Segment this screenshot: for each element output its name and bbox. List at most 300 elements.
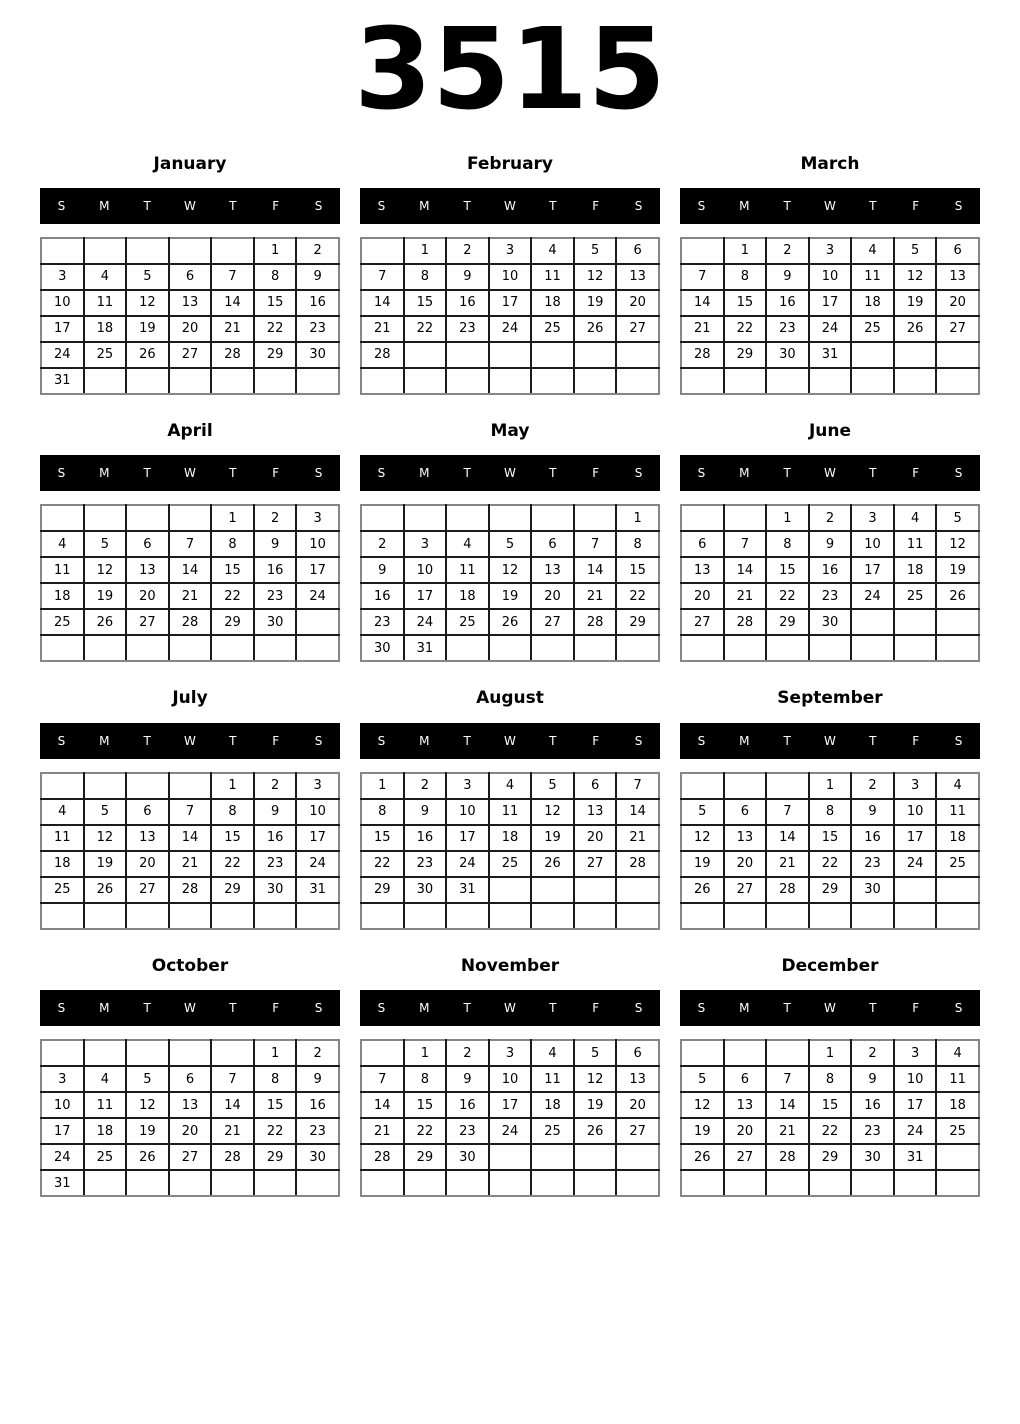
day-cell: 3 [446,773,489,799]
day-cell: 21 [681,316,724,342]
day-cell: 25 [894,583,937,609]
day-cell [126,368,169,394]
day-cell: 27 [574,851,617,877]
day-cell: 19 [489,583,532,609]
day-cell: 9 [296,1066,339,1092]
year-title: 3515 [354,5,666,135]
day-cell: 11 [936,799,979,825]
day-cell: 9 [404,799,447,825]
day-cell: 14 [211,1092,254,1118]
day-cell: 4 [446,531,489,557]
month-title: April [167,420,213,441]
weekday-header-row [680,455,980,491]
week-row [361,238,659,264]
weekday-label: S [57,466,66,481]
day-cell [936,1170,979,1196]
day-cell: 12 [84,557,127,583]
day-cell: 10 [296,799,339,825]
day-cell: 30 [809,609,852,635]
day-cell [809,903,852,929]
day-cell: 22 [766,583,809,609]
month-title: March [800,153,860,174]
day-cell: 3 [489,1040,532,1066]
day-cell [936,368,979,394]
day-cell: 21 [766,851,809,877]
day-cell [681,1170,724,1196]
day-cell: 18 [894,557,937,583]
day-cell: 14 [361,1092,404,1118]
day-cell: 25 [446,609,489,635]
weekday-label: W [504,466,516,481]
week-row [361,1066,659,1092]
day-cell: 7 [361,264,404,290]
day-cell: 17 [404,583,447,609]
day-cell: 23 [809,583,852,609]
weekday-label: T [549,1001,557,1016]
day-cell: 28 [724,609,767,635]
weekday-label: M [99,1001,110,1016]
week-row [361,1092,659,1118]
day-cell: 3 [404,531,447,557]
week-row [361,505,659,531]
month-block [680,421,980,662]
day-cell: 30 [296,342,339,368]
weekday-label: F [592,466,600,481]
day-cell: 31 [446,877,489,903]
day-cell: 25 [84,342,127,368]
day-cell [361,238,404,264]
day-cell: 24 [489,316,532,342]
day-cell [296,368,339,394]
day-cell: 17 [894,825,937,851]
day-cell: 19 [681,851,724,877]
day-cell: 11 [84,1092,127,1118]
day-cell: 14 [766,1092,809,1118]
day-cell: 15 [724,290,767,316]
week-row [681,1066,979,1092]
day-cell: 7 [681,264,724,290]
week-row [41,316,339,342]
day-cell: 6 [724,1066,767,1092]
day-cell: 26 [681,877,724,903]
day-cell: 16 [446,290,489,316]
day-cell [531,903,574,929]
day-cell [574,903,617,929]
day-cell: 16 [851,1092,894,1118]
day-cell: 6 [936,238,979,264]
day-cell: 10 [809,264,852,290]
week-row [361,557,659,583]
day-cell: 13 [169,290,212,316]
day-cell: 10 [404,557,447,583]
day-cell: 23 [851,1118,894,1144]
week-row [361,583,659,609]
day-cell: 26 [84,609,127,635]
day-cell [766,903,809,929]
month-title: August [476,688,544,709]
day-cell [766,635,809,661]
day-cell [361,505,404,531]
month-block [360,956,660,1197]
day-cell: 18 [489,825,532,851]
week-row [681,903,979,929]
week-row [41,799,339,825]
day-cell [41,903,84,929]
day-cell: 27 [936,316,979,342]
day-cell [211,1040,254,1066]
day-cell: 1 [254,1040,297,1066]
weekday-label: S [634,198,643,213]
months-grid [40,154,980,1198]
day-cell [936,877,979,903]
day-cell [126,773,169,799]
week-row [41,1118,339,1144]
day-cell: 4 [489,773,532,799]
day-cell: 30 [404,877,447,903]
day-cell: 26 [531,851,574,877]
day-cell [851,368,894,394]
day-cell: 26 [574,316,617,342]
day-cell: 14 [616,799,659,825]
week-row [681,316,979,342]
day-cell: 11 [531,1066,574,1092]
weekday-label: S [697,1001,706,1016]
day-cell: 4 [41,531,84,557]
weekday-label: S [697,733,706,748]
day-cell: 3 [489,238,532,264]
day-cell: 16 [446,1092,489,1118]
day-cell: 7 [574,531,617,557]
day-cell: 3 [296,773,339,799]
day-cell: 13 [616,1066,659,1092]
day-cell: 29 [361,877,404,903]
day-cell: 14 [574,557,617,583]
week-row [361,531,659,557]
day-cell [681,505,724,531]
day-cell: 16 [296,1092,339,1118]
day-cell [296,903,339,929]
day-cell: 2 [296,1040,339,1066]
weekday-label: S [697,198,706,213]
day-cell [531,1144,574,1170]
day-cell: 12 [681,1092,724,1118]
month-grid [680,504,980,662]
day-cell: 5 [126,1066,169,1092]
day-cell: 12 [531,799,574,825]
week-row [681,1144,979,1170]
day-cell: 26 [126,342,169,368]
month-title: February [466,153,554,174]
day-cell: 17 [296,825,339,851]
weekday-label: T [549,466,557,481]
day-cell: 30 [446,1144,489,1170]
day-cell [724,505,767,531]
day-cell: 8 [404,1066,447,1092]
day-cell: 26 [894,316,937,342]
month-grid [680,237,980,395]
day-cell: 6 [616,238,659,264]
day-cell [489,368,532,394]
weekday-header-row [40,455,340,491]
day-cell: 10 [894,1066,937,1092]
day-cell: 17 [41,1118,84,1144]
day-cell [616,368,659,394]
day-cell: 20 [936,290,979,316]
day-cell: 31 [296,877,339,903]
week-row [41,773,339,799]
day-cell [126,1040,169,1066]
weekday-label: M [739,198,750,213]
weekday-label: M [739,733,750,748]
day-cell: 2 [851,773,894,799]
month-block [40,688,340,929]
week-row [361,1118,659,1144]
day-cell: 5 [84,799,127,825]
day-cell: 25 [489,851,532,877]
day-cell: 1 [766,505,809,531]
day-cell: 28 [766,877,809,903]
day-cell: 8 [766,531,809,557]
day-cell: 30 [766,342,809,368]
day-cell: 12 [894,264,937,290]
week-row [681,851,979,877]
day-cell: 4 [851,238,894,264]
day-cell: 16 [404,825,447,851]
day-cell: 28 [169,609,212,635]
day-cell [531,1170,574,1196]
weekday-label: F [912,733,920,748]
day-cell: 1 [254,238,297,264]
weekday-label: W [824,733,836,748]
day-cell [766,773,809,799]
day-cell: 24 [41,342,84,368]
weekday-label: M [99,466,110,481]
day-cell [489,1170,532,1196]
day-cell: 3 [894,1040,937,1066]
day-cell: 15 [766,557,809,583]
day-cell: 2 [254,773,297,799]
day-cell: 11 [531,264,574,290]
day-cell: 26 [936,583,979,609]
weekday-label: F [912,1001,920,1016]
weekday-label: T [463,1001,471,1016]
day-cell: 20 [616,1092,659,1118]
weekday-label: S [954,1001,963,1016]
day-cell [404,342,447,368]
day-cell: 6 [126,799,169,825]
day-cell: 9 [446,264,489,290]
weekday-label: S [57,1001,66,1016]
day-cell: 2 [446,238,489,264]
week-row [361,773,659,799]
week-row [681,1118,979,1144]
day-cell: 13 [936,264,979,290]
day-cell: 16 [766,290,809,316]
day-cell: 23 [446,1118,489,1144]
weekday-label: T [229,733,237,748]
day-cell [361,1040,404,1066]
day-cell [724,1170,767,1196]
day-cell: 8 [254,264,297,290]
day-cell [724,903,767,929]
day-cell: 24 [851,583,894,609]
day-cell [681,773,724,799]
weekday-label: S [57,198,66,213]
month-title: June [808,420,852,441]
weekday-header-row [360,188,660,224]
day-cell: 25 [936,1118,979,1144]
day-cell: 21 [616,825,659,851]
weekday-label: W [504,1001,516,1016]
week-row [41,505,339,531]
day-cell [126,505,169,531]
day-cell: 23 [404,851,447,877]
day-cell: 13 [616,264,659,290]
day-cell: 27 [724,877,767,903]
week-row [681,505,979,531]
day-cell: 15 [211,557,254,583]
day-cell [41,635,84,661]
day-cell: 25 [84,1144,127,1170]
day-cell: 14 [766,825,809,851]
week-row [41,342,339,368]
day-cell: 15 [254,290,297,316]
day-cell: 16 [361,583,404,609]
day-cell: 28 [616,851,659,877]
day-cell: 12 [126,1092,169,1118]
day-cell: 18 [41,583,84,609]
weekday-label: T [143,198,151,213]
day-cell: 27 [126,609,169,635]
day-cell: 5 [681,799,724,825]
weekday-label: S [314,198,323,213]
day-cell: 26 [574,1118,617,1144]
day-cell: 12 [574,264,617,290]
day-cell: 23 [446,316,489,342]
day-cell: 12 [936,531,979,557]
day-cell [404,368,447,394]
day-cell [574,342,617,368]
day-cell: 16 [254,825,297,851]
day-cell: 8 [211,531,254,557]
day-cell [616,903,659,929]
day-cell [809,1170,852,1196]
day-cell: 15 [616,557,659,583]
day-cell [851,1170,894,1196]
day-cell [616,1170,659,1196]
day-cell [851,903,894,929]
day-cell: 20 [681,583,724,609]
day-cell: 19 [681,1118,724,1144]
day-cell: 17 [489,290,532,316]
week-row [681,583,979,609]
day-cell: 22 [361,851,404,877]
day-cell: 24 [894,851,937,877]
day-cell: 16 [296,290,339,316]
day-cell [531,635,574,661]
weekday-label: S [954,733,963,748]
week-row [41,1066,339,1092]
week-row [681,773,979,799]
day-cell [169,1040,212,1066]
weekday-label: S [954,198,963,213]
day-cell: 13 [681,557,724,583]
day-cell: 28 [361,342,404,368]
day-cell: 12 [126,290,169,316]
day-cell: 23 [766,316,809,342]
day-cell: 7 [169,531,212,557]
week-row [361,635,659,661]
day-cell: 28 [766,1144,809,1170]
day-cell: 7 [724,531,767,557]
day-cell [211,1170,254,1196]
weekday-header-row [360,990,660,1026]
month-title: January [153,153,227,174]
day-cell: 19 [126,1118,169,1144]
day-cell: 9 [254,531,297,557]
day-cell [894,635,937,661]
day-cell [616,635,659,661]
week-row [41,557,339,583]
day-cell [404,505,447,531]
day-cell: 1 [404,238,447,264]
weekday-label: W [184,733,196,748]
weekday-label: S [377,198,386,213]
day-cell: 18 [84,1118,127,1144]
day-cell [724,635,767,661]
weekday-header-row [40,723,340,759]
day-cell: 19 [574,290,617,316]
weekday-label: T [229,466,237,481]
month-grid [40,1039,340,1197]
day-cell: 20 [126,851,169,877]
day-cell: 10 [851,531,894,557]
day-cell [851,635,894,661]
day-cell: 21 [211,1118,254,1144]
month-grid [360,237,660,395]
weekday-label: M [739,1001,750,1016]
week-row [681,1040,979,1066]
day-cell [809,635,852,661]
month-title: December [781,955,879,976]
day-cell: 22 [211,583,254,609]
day-cell: 6 [681,531,724,557]
day-cell: 20 [531,583,574,609]
day-cell: 4 [531,1040,574,1066]
day-cell: 7 [766,1066,809,1092]
day-cell: 7 [616,773,659,799]
day-cell [126,635,169,661]
day-cell: 18 [84,316,127,342]
day-cell: 9 [446,1066,489,1092]
day-cell: 1 [809,1040,852,1066]
day-cell [404,903,447,929]
weekday-label: T [463,198,471,213]
day-cell: 20 [126,583,169,609]
day-cell [446,505,489,531]
day-cell: 18 [531,290,574,316]
day-cell: 16 [254,557,297,583]
day-cell: 27 [169,1144,212,1170]
day-cell: 15 [361,825,404,851]
day-cell: 13 [724,1092,767,1118]
month-grid [40,772,340,930]
day-cell [296,1170,339,1196]
weekday-label: S [697,466,706,481]
week-row [361,877,659,903]
month-block [40,421,340,662]
day-cell [169,238,212,264]
